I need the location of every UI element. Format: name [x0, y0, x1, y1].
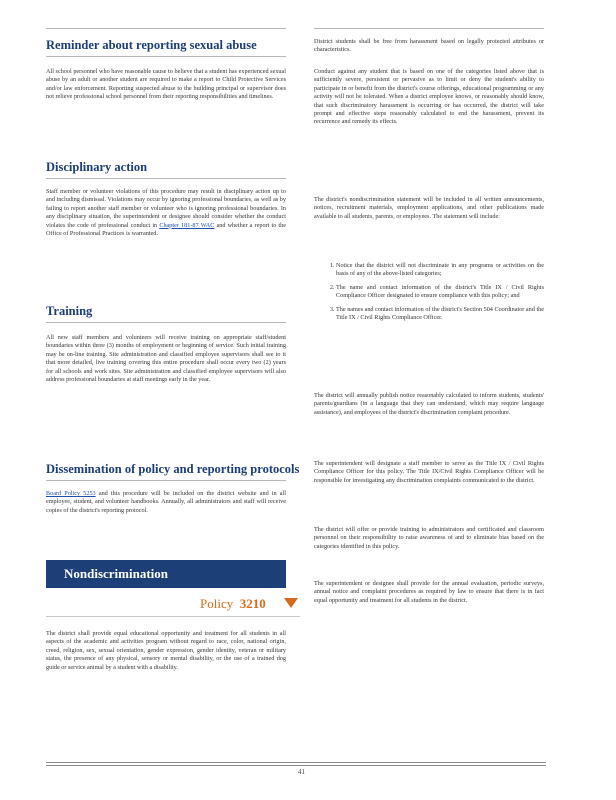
triangle-down-icon [284, 598, 298, 608]
compliance-officer-paragraph: The superintendent will designate a staff member to serve as the Title IX / Civil Rights Compliance Officer for this policy. The Title IX/Civil Rights Compliance Officer will be responsible for investigating any discrimination complaints communicated to the district. [314, 460, 544, 484]
heading-rule [46, 178, 286, 179]
policy-number: 3210 [239, 596, 266, 611]
harassment-paragraph: District students shall be free from harassment based on legally protected attributes or characteristics. [314, 38, 544, 54]
list-item: 1. Notice that the district will not discriminate in any programs or activities on the basis of any of the above-listed categories; [336, 262, 544, 279]
policy-rule [46, 616, 300, 617]
training-paragraph: The district will offer or provide training to administrators and certificated and classroom personnel on their responsibility to raise awareness of and to eliminate bias based on the categories identified in this policy. [314, 526, 544, 550]
chapter-wac-link[interactable]: Chapter 181-87 WAC [159, 221, 215, 229]
annual-notice-paragraph: The district will annually publish notice reasonably calculated to inform students, students' parents/guardians (in a language that they can understand, which may require language assistance), and employees of the district's discrimination complaint procedure. [314, 392, 544, 416]
disciplinary-text: Staff member or volunteer violations of this procedure may result in disciplinary action up to and including dismissal. Violations may occur by ignoring professional boundaries, as well as by failing to report another staff member or volunteer who is ignoring professional boundaries. In any disciplinary situation, the superintendent or designee should consider whether the conduct violates the code of professional conduct in [46, 188, 286, 229]
conduct-paragraph: Conduct against any student that is based on one of the categories listed above that is sufficiently severe, persistent or pervasive as to limit or deny the student's ability to participate in or benefit from the district's course offerings, educational programming or any activity will not be tolerated. When a district employee knows, or reasonably should know, that such discriminatory harassment is occurring or has occurred, the district will take prompt and effective steps reasonably calculated to end the harassment, prevent its recurrence and remedy its effects. [314, 68, 544, 126]
top-rule-left [46, 28, 286, 29]
statement-list [314, 262, 544, 327]
heading-rule [46, 56, 286, 57]
board-policy-link[interactable]: Board Policy 5253 [46, 490, 96, 497]
reminder-heading: Reminder about reporting sexual abuse [46, 38, 257, 52]
dissemination-heading: Dissemination of policy and reporting protocols [46, 462, 300, 476]
footer-rule [46, 765, 546, 766]
dissemination-text: and this procedure will be included on the district website and in all employee, student, and volunteer handbooks. Annually, all administrators and staff will receive copies of the district's reporting protocol. [46, 490, 286, 514]
nondiscrimination-body: The district shall provide equal educational opportunity and treatment for all students in all aspects of the academic and activities program without regard to race, color, national origin, creed, religion, sex, sexual orientation, gender expression, gender identity, veteran or military status, the presence of any physical, sensory or mental disability, or the use of a trained dog guide or service animal by a student with a disability. [46, 630, 286, 671]
disciplinary-text-end: and whether a report to the Office of Professional Practices is warranted. [46, 221, 286, 238]
training-body: All new staff members and volunteers will receive training on appropriate staff/student boundaries within three (3) months of employment or beginning of service. Such initial training may be on-line training. Site administration and classified employee supervisors shall see to it that more detailed, live training covering this entire procedure shall occur every two (2) years for all schools and work sites. Site administration and classified employee supervisors will also address professional boundaries at staff meetings early in the year. [46, 334, 286, 384]
list-item: 2. The name and contact information of the district's Title IX / Civil Rights Compliance Officer designated to ensure compliance with this policy; and [336, 284, 544, 301]
reminder-body: All school personnel who have reasonable cause to believe that a student has experienced sexual abuse by an adult or another student are required to make a report to Child Protective Services and/or law enforcement. Reporting suspected abuse to the building principal or supervisor does not relieve professional school personnel from their reporting responsibilities and timelines. [46, 68, 286, 101]
footer-rule [46, 762, 546, 763]
disciplinary-body [46, 188, 286, 238]
statement-paragraph: The district's nondiscrimination statement will be included in all written announcements, notices, recruitment materials, employment applications, and other publications made available to all students, parents, or employees. The statement will include: [314, 196, 544, 220]
policy-label [200, 596, 266, 612]
page-number: 41 [298, 768, 305, 776]
heading-rule [46, 322, 286, 323]
evaluation-paragraph: The superintendent or designee shall provide for the annual evaluation, periodic surveys, annual notice and complaint procedures as required by law to ensure that there is in fact equal opportunity and treatment for all students in the district. [314, 580, 544, 604]
list-item: 3. The names and contact information of the district's Section 504 Coordinator and the Title IX / Civil Rights Compliance Officer. [336, 306, 544, 323]
disciplinary-heading: Disciplinary action [46, 160, 148, 174]
training-heading: Training [46, 304, 93, 318]
dissemination-body [46, 490, 286, 515]
policy-word: Policy [200, 596, 234, 611]
top-rule-right [314, 28, 544, 29]
nondiscrimination-banner: Nondiscrimination [46, 560, 286, 588]
heading-rule [46, 480, 286, 481]
